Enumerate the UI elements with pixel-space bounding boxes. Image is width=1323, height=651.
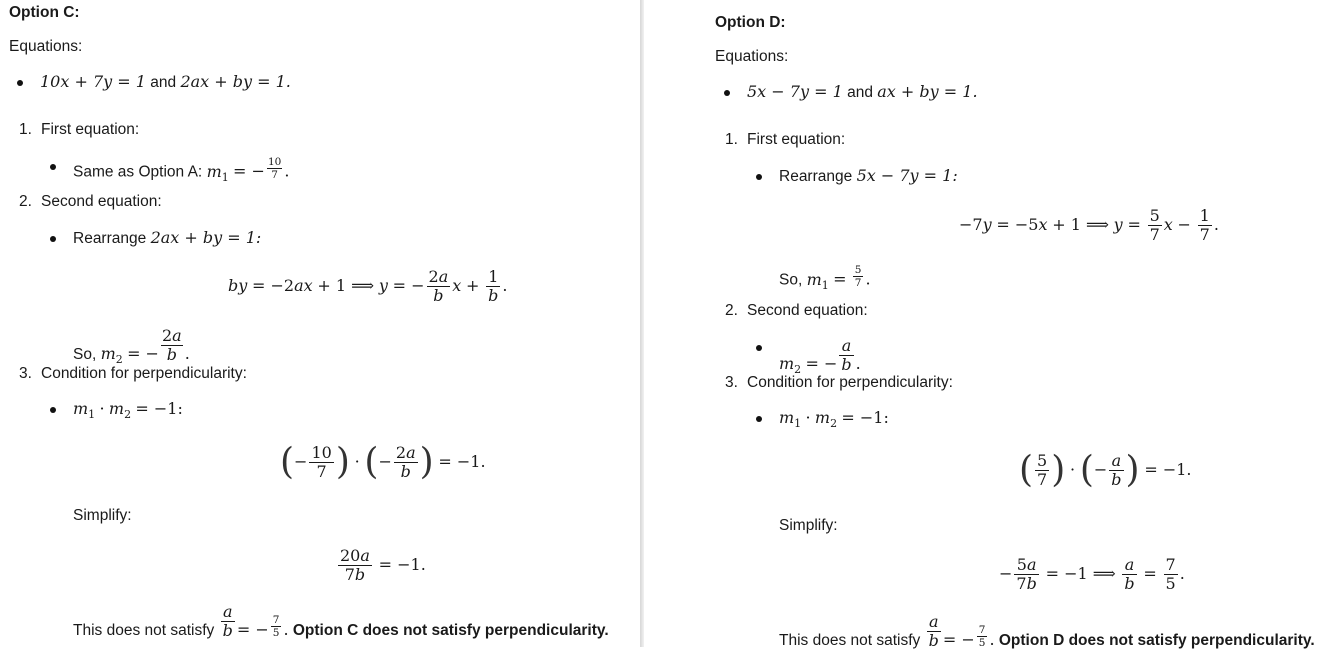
rearrange-display: −7y = −5x + 1 ⟹ y = $\frac{5}{7}$ x − $\frac{1}{7}$ . (959, 205, 1219, 245)
simplify-label: Simplify: (779, 517, 838, 534)
bullet (50, 407, 56, 413)
bullet (756, 345, 762, 351)
bullet (756, 416, 762, 422)
fraction-7-5-result: $\frac{7}{5}$ (1165, 554, 1176, 594)
bullet (50, 164, 56, 170)
equation-1: 5x − 7y = 1 (747, 82, 843, 101)
so-text: So, (779, 271, 803, 289)
equation-2: 2ax + by = 1. (180, 72, 291, 91)
step-1-text: Same as Option A: (73, 163, 203, 181)
fraction-20a-7b: $\frac{20a}{7b}$ (340, 545, 370, 585)
fraction-2a-b-display: $\frac{2a}{b}$ (395, 442, 416, 482)
step-1-number: 1. (725, 131, 738, 148)
conclusion-bold: Option C does not satisfy perpendicularity. (292, 621, 609, 639)
condition-display: (− $\frac{10}{7}$ ) · (− $\frac{2a}{b}$ ) = −1. (280, 441, 486, 483)
equation-2-inline: 2ax + by = 1: (150, 228, 262, 247)
equations-line (747, 82, 978, 103)
step-3-bullet: $m_1 \cdot m_2 = -1$: (779, 408, 889, 430)
bullet (17, 80, 23, 86)
step-3-label: Condition for perpendicularity: (41, 365, 247, 382)
step-1-label: First equation: (41, 121, 140, 138)
step-2-so: So, $m_2$ = − $\frac{2a}{b}$ . (73, 326, 190, 366)
fraction-a-b: $\frac{a}{b}$ (928, 612, 939, 651)
fraction-5-7-small: $\frac{5}{7}$ (854, 264, 862, 290)
equation-1-inline: 5x − 7y = 1: (856, 166, 958, 185)
fraction-7-5: $\frac{7}{5}$ (272, 614, 280, 640)
rearrange-display: by = −2ax + 1 ⟹ y = − $\frac{2a}{b}$ x + $\frac{1}{b}$ . (228, 266, 508, 306)
fraction-1-b: $\frac{1}{b}$ (488, 266, 499, 306)
and-text: and (150, 74, 177, 91)
fraction-5-7-display: $\frac{5}{7}$ (1037, 450, 1048, 490)
step-3-number: 3. (725, 374, 738, 391)
step-2-bullet: $m_2$ = − $\frac{a}{b}$ . (779, 336, 861, 376)
step-2-bullet (73, 228, 261, 249)
step-1-number: 1. (19, 121, 32, 138)
fraction-2a-b-small: $\frac{2a}{b}$ (161, 326, 182, 365)
fraction-a-b-small: $\frac{a}{b}$ (841, 336, 852, 375)
step-1-bullet: Same as Option A: $m_1$ = − $\frac{10}{7}$ . (73, 156, 290, 184)
bullet (756, 174, 762, 180)
step-1-text: Rearrange (779, 168, 853, 185)
option-d-title: Option D: (715, 14, 786, 31)
conclusion-line: This does not satisfy $\frac{a}{b}$ = − $\frac{7}{5}$ . Option C does not satisfy perpendicularity. (73, 602, 609, 641)
bullet (50, 236, 56, 242)
step-2-text: Rearrange (73, 230, 147, 247)
step-2-label: Second equation: (41, 193, 162, 210)
fraction-a-b-display: $\frac{a}{b}$ (1111, 450, 1122, 490)
slope-m1: $m_1$ (806, 269, 829, 292)
fraction-a-b-result: $\frac{a}{b}$ (1124, 554, 1135, 594)
step-1-label: First equation: (747, 131, 846, 148)
equations-line (40, 72, 291, 93)
step-2-number: 2. (19, 193, 32, 210)
simplify-display: $\frac{20a}{7b}$ = −1. (340, 545, 426, 585)
conclusion-bold: Option D does not satisfy perpendicularity. (998, 631, 1315, 649)
option-c-title: Option C: (9, 4, 80, 21)
slope-m2: $m_2$ (100, 343, 123, 366)
fraction-a-b: $\frac{a}{b}$ (222, 602, 233, 641)
equation-1: 10x + 7y = 1 (40, 72, 146, 91)
so-text: So, (73, 345, 97, 363)
simplify-display: − $\frac{5a}{7b}$ = −1 ⟹ $\frac{a}{b}$ = $\frac{7}{5}$ . (999, 554, 1185, 594)
step-3-label: Condition for perpendicularity: (747, 374, 953, 391)
condition-display: ( $\frac{5}{7}$ ) · (− $\frac{a}{b}$ ) = −1. (1019, 449, 1192, 491)
fraction-7-5: $\frac{7}{5}$ (978, 624, 986, 650)
conclusion-line: This does not satisfy $\frac{a}{b}$ = − $\frac{7}{5}$ . Option D does not satisfy perpendicularity. (779, 612, 1315, 651)
equations-label: Equations: (9, 38, 83, 55)
fraction-2a-b: $\frac{2a}{b}$ (428, 266, 449, 306)
step-2-label: Second equation: (747, 302, 868, 319)
fraction-10-7: $\frac{10}{7}$ (267, 156, 282, 182)
fraction-1-7: $\frac{1}{7}$ (1199, 205, 1210, 245)
bullet (724, 90, 730, 96)
option-c-panel (0, 0, 640, 647)
equation-2: ax + by = 1. (877, 82, 978, 101)
slope-m1: $m_1$ (206, 161, 229, 184)
and-text: and (847, 84, 873, 101)
step-3-number: 3. (19, 365, 32, 382)
slope-m2: $m_2$ (779, 353, 802, 376)
conclusion-text: This does not satisfy (73, 621, 215, 639)
option-d-panel (644, 0, 1323, 651)
equations-label: Equations: (715, 48, 789, 65)
conclusion-text: This does not satisfy (779, 631, 921, 649)
simplify-label: Simplify: (73, 507, 132, 524)
step-2-number: 2. (725, 302, 738, 319)
fraction-5-7: $\frac{5}{7}$ (1149, 205, 1160, 245)
step-1-so: So, $m_1$ = $\frac{5}{7}$ . (779, 264, 871, 292)
step-3-bullet: $m_1 \cdot m_2 = -1$: (73, 399, 183, 421)
step-1-bullet (779, 166, 958, 187)
fraction-5a-7b: $\frac{5a}{7b}$ (1016, 554, 1037, 594)
fraction-10-7-display: $\frac{10}{7}$ (311, 442, 332, 482)
